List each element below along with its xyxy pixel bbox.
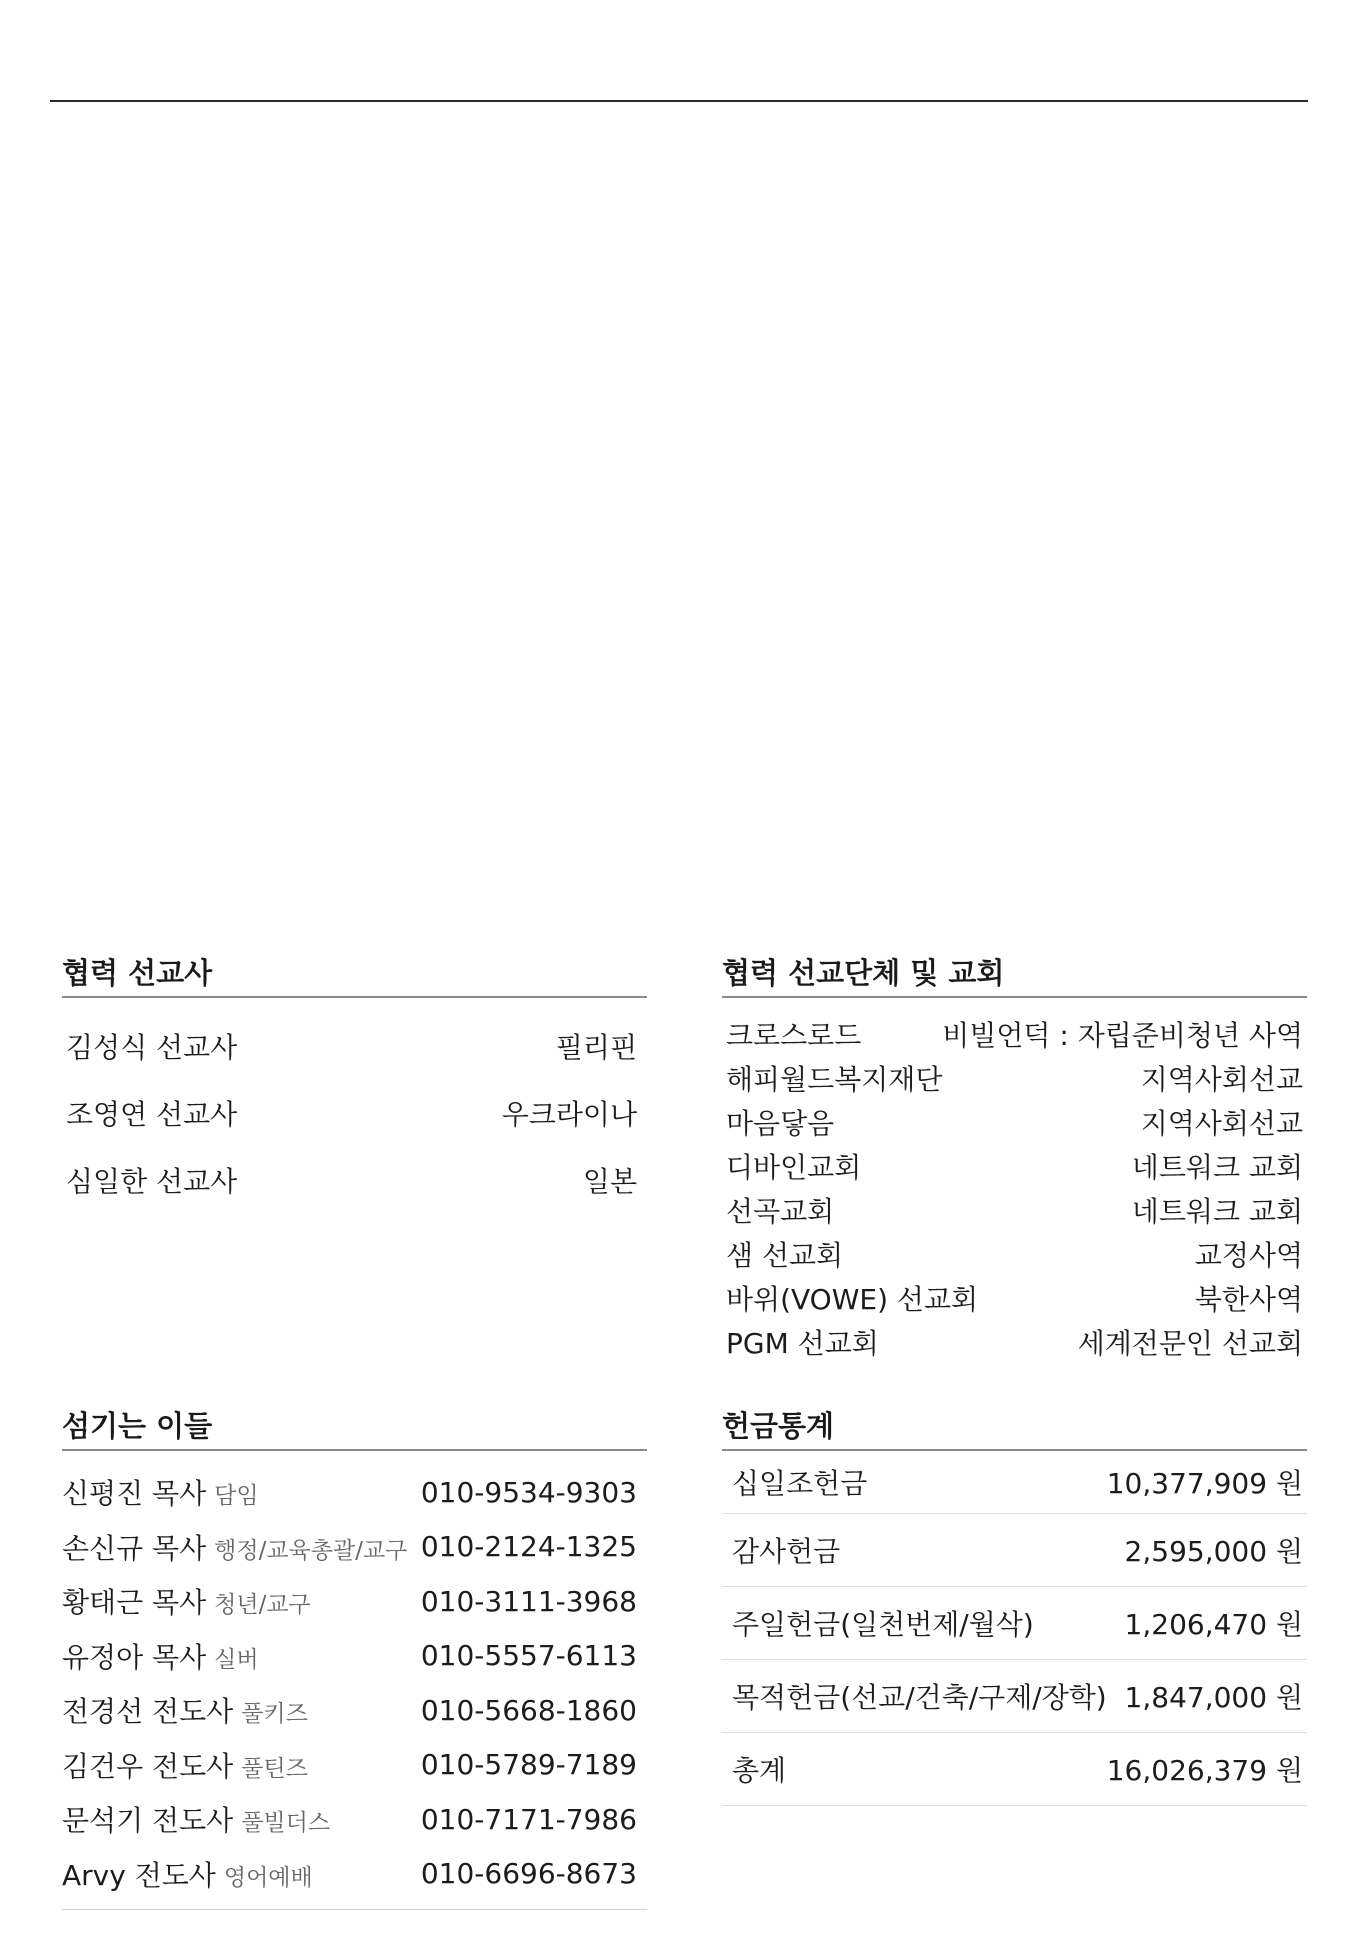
staff-row: [62, 1792, 647, 1847]
offering-section: [722, 1403, 1307, 1806]
staff-name: 손신규 목사: [62, 1531, 207, 1565]
staff-row: [62, 1683, 647, 1738]
missionary-row: [62, 1146, 647, 1213]
missionary-row: [62, 1079, 647, 1146]
offering-amount: 2,595,000 원: [1124, 1535, 1303, 1568]
organization-name: 크로스로드: [726, 1019, 862, 1052]
missionary-name: 김성식 선교사: [66, 1030, 238, 1064]
staff-role: 실버: [214, 1646, 259, 1673]
staff-phone: 010-7171-7986: [420, 1802, 637, 1836]
organization-name: 선곡교회: [726, 1195, 835, 1228]
organization-row: [722, 1100, 1307, 1144]
offering-label: 주일헌금(일천번제/월삭): [732, 1608, 1034, 1641]
offering-label: 십일조헌금: [732, 1467, 868, 1500]
offering-amount: 1,206,470 원: [1124, 1608, 1303, 1641]
staff-name-cell: [62, 1690, 308, 1730]
offering-label: 목적헌금(선교/건축/구제/장학): [732, 1681, 1107, 1714]
staff-section: [62, 1403, 647, 1910]
organization-field: 지역사회선교: [1140, 1107, 1303, 1140]
staff-name-cell: [62, 1854, 313, 1894]
staff-name-cell: [62, 1472, 259, 1512]
offering-row: [722, 1514, 1307, 1587]
offering-table: [722, 1451, 1307, 1806]
missionary-country: 필리핀: [555, 1030, 637, 1064]
staff-role: 담임: [214, 1483, 259, 1510]
staff-name-cell: [62, 1799, 330, 1839]
staff-role: 풀틴즈: [241, 1755, 308, 1782]
staff-name: 유정아 목사: [62, 1640, 207, 1674]
missionary-country: 우크라이나: [501, 1097, 637, 1131]
offering-amount: 1,847,000 원: [1124, 1681, 1303, 1714]
staff-phone: 010-6696-8673: [420, 1857, 637, 1891]
staff-phone: 010-5789-7189: [420, 1748, 637, 1782]
missionaries-section: [62, 950, 647, 1213]
organization-row: [722, 1012, 1307, 1056]
staff-name-cell: [62, 1581, 311, 1621]
organization-row: [722, 1188, 1307, 1232]
staff-row: [62, 1629, 647, 1684]
missionary-country: 일본: [582, 1164, 637, 1198]
organization-field: 북한사역: [1194, 1283, 1303, 1316]
staff-name-cell: [62, 1745, 308, 1785]
organization-name: 해피월드복지재단: [726, 1063, 943, 1096]
organization-field: 세계전문인 선교회: [1077, 1327, 1303, 1360]
missionaries-title: 협력 선교사: [62, 956, 213, 990]
staff-row: [62, 1465, 647, 1520]
staff-name: 신평진 목사: [62, 1477, 207, 1511]
staff-bottom-divider: [62, 1909, 647, 1910]
missionaries-list: [62, 1012, 647, 1213]
offering-row: [722, 1451, 1307, 1514]
staff-name: 김건우 전도사: [62, 1749, 234, 1783]
staff-phone: 010-2124-1325: [420, 1530, 637, 1564]
organizations-section: [722, 950, 1307, 1364]
staff-list: [62, 1465, 647, 1901]
organizations-list: [722, 1012, 1307, 1364]
offering-label: 감사헌금: [732, 1535, 841, 1568]
staff-role: 풀빌더스: [241, 1810, 331, 1837]
organization-field: 지역사회선교: [1140, 1063, 1303, 1096]
organization-field: 교정사역: [1194, 1239, 1303, 1272]
organization-name: PGM 선교회: [726, 1327, 879, 1360]
offering-title: 헌금통계: [722, 1409, 835, 1443]
organization-row: [722, 1320, 1307, 1364]
staff-phone: 010-5668-1860: [420, 1693, 637, 1727]
staff-role: 청년/교구: [214, 1592, 311, 1619]
organization-field: 비빌언덕 : 자립준비청년 사역: [942, 1019, 1303, 1052]
organization-field: 네트워크 교회: [1131, 1195, 1303, 1228]
missionaries-divider: [62, 996, 647, 998]
offering-row: [722, 1660, 1307, 1733]
staff-divider: [62, 1449, 647, 1451]
organization-row: [722, 1144, 1307, 1188]
organizations-title: 협력 선교단체 및 교회: [722, 956, 1005, 990]
organization-row: [722, 1056, 1307, 1100]
organization-name: 디바인교회: [726, 1151, 862, 1184]
staff-row: [62, 1520, 647, 1575]
staff-name: 문석기 전도사: [62, 1804, 234, 1838]
staff-phone: 010-9534-9303: [420, 1475, 637, 1509]
offering-amount: 10,377,909 원: [1106, 1467, 1303, 1500]
organization-row: [722, 1276, 1307, 1320]
staff-role: 풀키즈: [241, 1701, 308, 1728]
staff-row: [62, 1847, 647, 1902]
staff-row: [62, 1738, 647, 1793]
organization-field: 네트워크 교회: [1131, 1151, 1303, 1184]
offering-row: [722, 1587, 1307, 1660]
offering-total-row: [722, 1733, 1307, 1806]
staff-name: 전경선 전도사: [62, 1695, 234, 1729]
organization-name: 샘 선교회: [726, 1239, 844, 1272]
organizations-divider: [722, 996, 1307, 998]
staff-role: 영어예배: [223, 1864, 313, 1891]
missionary-name: 심일한 선교사: [66, 1164, 238, 1198]
staff-name-cell: [62, 1636, 259, 1676]
staff-row: [62, 1574, 647, 1629]
missionary-name: 조영연 선교사: [66, 1097, 238, 1131]
organization-name: 바위(VOWE) 선교회: [726, 1283, 979, 1316]
staff-role: 행정/교육총괄/교구: [214, 1537, 408, 1564]
top-divider: [50, 100, 1308, 102]
staff-phone: 010-5557-6113: [420, 1639, 637, 1673]
staff-phone: 010-3111-3968: [420, 1584, 637, 1618]
offering-total-label: 총계: [732, 1754, 787, 1787]
organization-row: [722, 1232, 1307, 1276]
offering-total-amount: 16,026,379 원: [1106, 1754, 1303, 1787]
missionary-row: [62, 1012, 647, 1079]
staff-name: 황태근 목사: [62, 1586, 207, 1620]
staff-title: 섬기는 이들: [62, 1409, 213, 1443]
staff-name: Arvy 전도사: [62, 1858, 216, 1892]
staff-name-cell: [62, 1527, 407, 1567]
organization-name: 마음닿음: [726, 1107, 835, 1140]
